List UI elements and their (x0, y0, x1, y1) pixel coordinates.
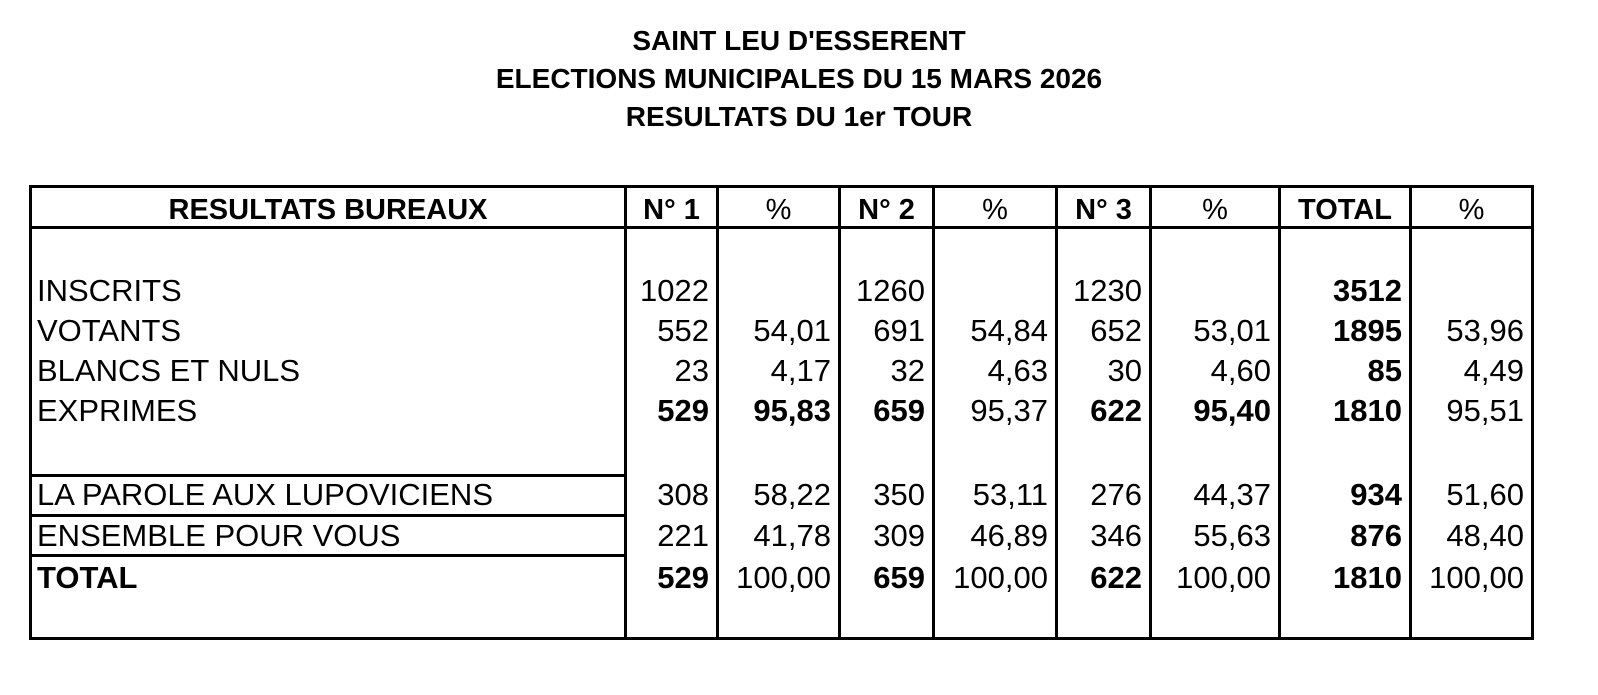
table-cell: 95,51 (1446, 393, 1524, 428)
table-cell: 659 (873, 393, 925, 428)
table-cell: 1022 (640, 273, 709, 308)
row-label-exprimes: EXPRIMES (37, 393, 198, 428)
table-cell: 95,83 (753, 393, 831, 428)
table-cell: 55,63 (1193, 518, 1271, 553)
table-cell: 1260 (856, 273, 925, 308)
table-cell: 652 (1090, 313, 1142, 348)
row-label-la-parole: LA PAROLE AUX LUPOVICIENS (37, 477, 493, 512)
table-cell: 30 (1107, 353, 1142, 388)
header-bureau-1: N° 1 (643, 194, 700, 226)
table-cell: 95,40 (1193, 393, 1271, 428)
table-cell: 46,89 (970, 518, 1048, 553)
table-cell: 876 (1350, 518, 1402, 553)
table-cell: 691 (873, 313, 925, 348)
table-cell: 622 (1090, 393, 1142, 428)
table-cell: 53,01 (1193, 313, 1271, 348)
table-cell: 23 (674, 353, 709, 388)
table-cell: 622 (1090, 560, 1142, 595)
table-cell: 276 (1090, 477, 1142, 512)
table-cell: 54,84 (970, 313, 1048, 348)
table-cell: 221 (657, 518, 709, 553)
results-table (29, 185, 1534, 640)
table-cell: 100,00 (1176, 560, 1271, 595)
title-election: ELECTIONS MUNICIPALES DU 15 MARS 2026 (495, 63, 1103, 94)
table-cell: 309 (873, 518, 925, 553)
table-cell: 54,01 (753, 313, 831, 348)
table-cell: 58,22 (753, 477, 831, 512)
table-cell: 934 (1350, 477, 1402, 512)
table-cell: 308 (657, 477, 709, 512)
table-cell: 32 (890, 353, 925, 388)
table-cell: 4,60 (1210, 353, 1271, 388)
table-cell: 1810 (1333, 560, 1402, 595)
header-bureau-3: N° 3 (1075, 194, 1132, 226)
table-cell: 53,11 (972, 477, 1048, 512)
table-cell: 4,17 (770, 353, 831, 388)
header-pct-1: % (765, 194, 792, 226)
header-pct-3: % (1202, 194, 1228, 226)
header-total: TOTAL (1298, 194, 1392, 226)
table-cell: 51,60 (1446, 477, 1524, 512)
row-label-inscrits: INSCRITS (37, 273, 182, 308)
header-bureau-2: N° 2 (858, 194, 915, 226)
table-cell: 3512 (1333, 273, 1402, 308)
table-cell: 100,00 (736, 560, 831, 595)
table-cell: 1230 (1073, 273, 1142, 308)
table-cell: 41,78 (753, 518, 831, 553)
table-cell: 529 (657, 560, 709, 595)
header-pct-2: % (982, 194, 1008, 226)
title-round: RESULTATS DU 1er TOUR (625, 101, 973, 132)
table-cell: 85 (1367, 353, 1402, 388)
table-cell: 350 (873, 477, 925, 512)
table-cell: 4,49 (1463, 353, 1524, 388)
table-cell: 53,96 (1446, 313, 1524, 348)
row-label-total: TOTAL (37, 560, 138, 595)
table-cell: 346 (1090, 518, 1142, 553)
table-cell: 44,37 (1193, 477, 1271, 512)
title-town: SAINT LEU D'ESSERENT (632, 25, 966, 56)
table-cell: 95,37 (970, 393, 1048, 428)
table-cell: 100,00 (1429, 560, 1524, 595)
table-cell: 100,00 (953, 560, 1048, 595)
header-label: RESULTATS BUREAUX (168, 194, 488, 226)
document-title (0, 22, 1598, 136)
table-cell: 4,63 (987, 353, 1048, 388)
table-cell: 659 (873, 560, 925, 595)
table-cell: 552 (657, 313, 709, 348)
row-label-blancs-nuls: BLANCS ET NULS (37, 353, 301, 388)
table-cell: 529 (657, 393, 709, 428)
table-cell: 1810 (1333, 393, 1402, 428)
table-cell: 1895 (1333, 313, 1402, 348)
row-label-ensemble: ENSEMBLE POUR VOUS (37, 518, 401, 553)
row-label-votants: VOTANTS (37, 313, 182, 348)
header-pct-total: % (1458, 194, 1485, 226)
table-cell: 48,40 (1446, 518, 1524, 553)
